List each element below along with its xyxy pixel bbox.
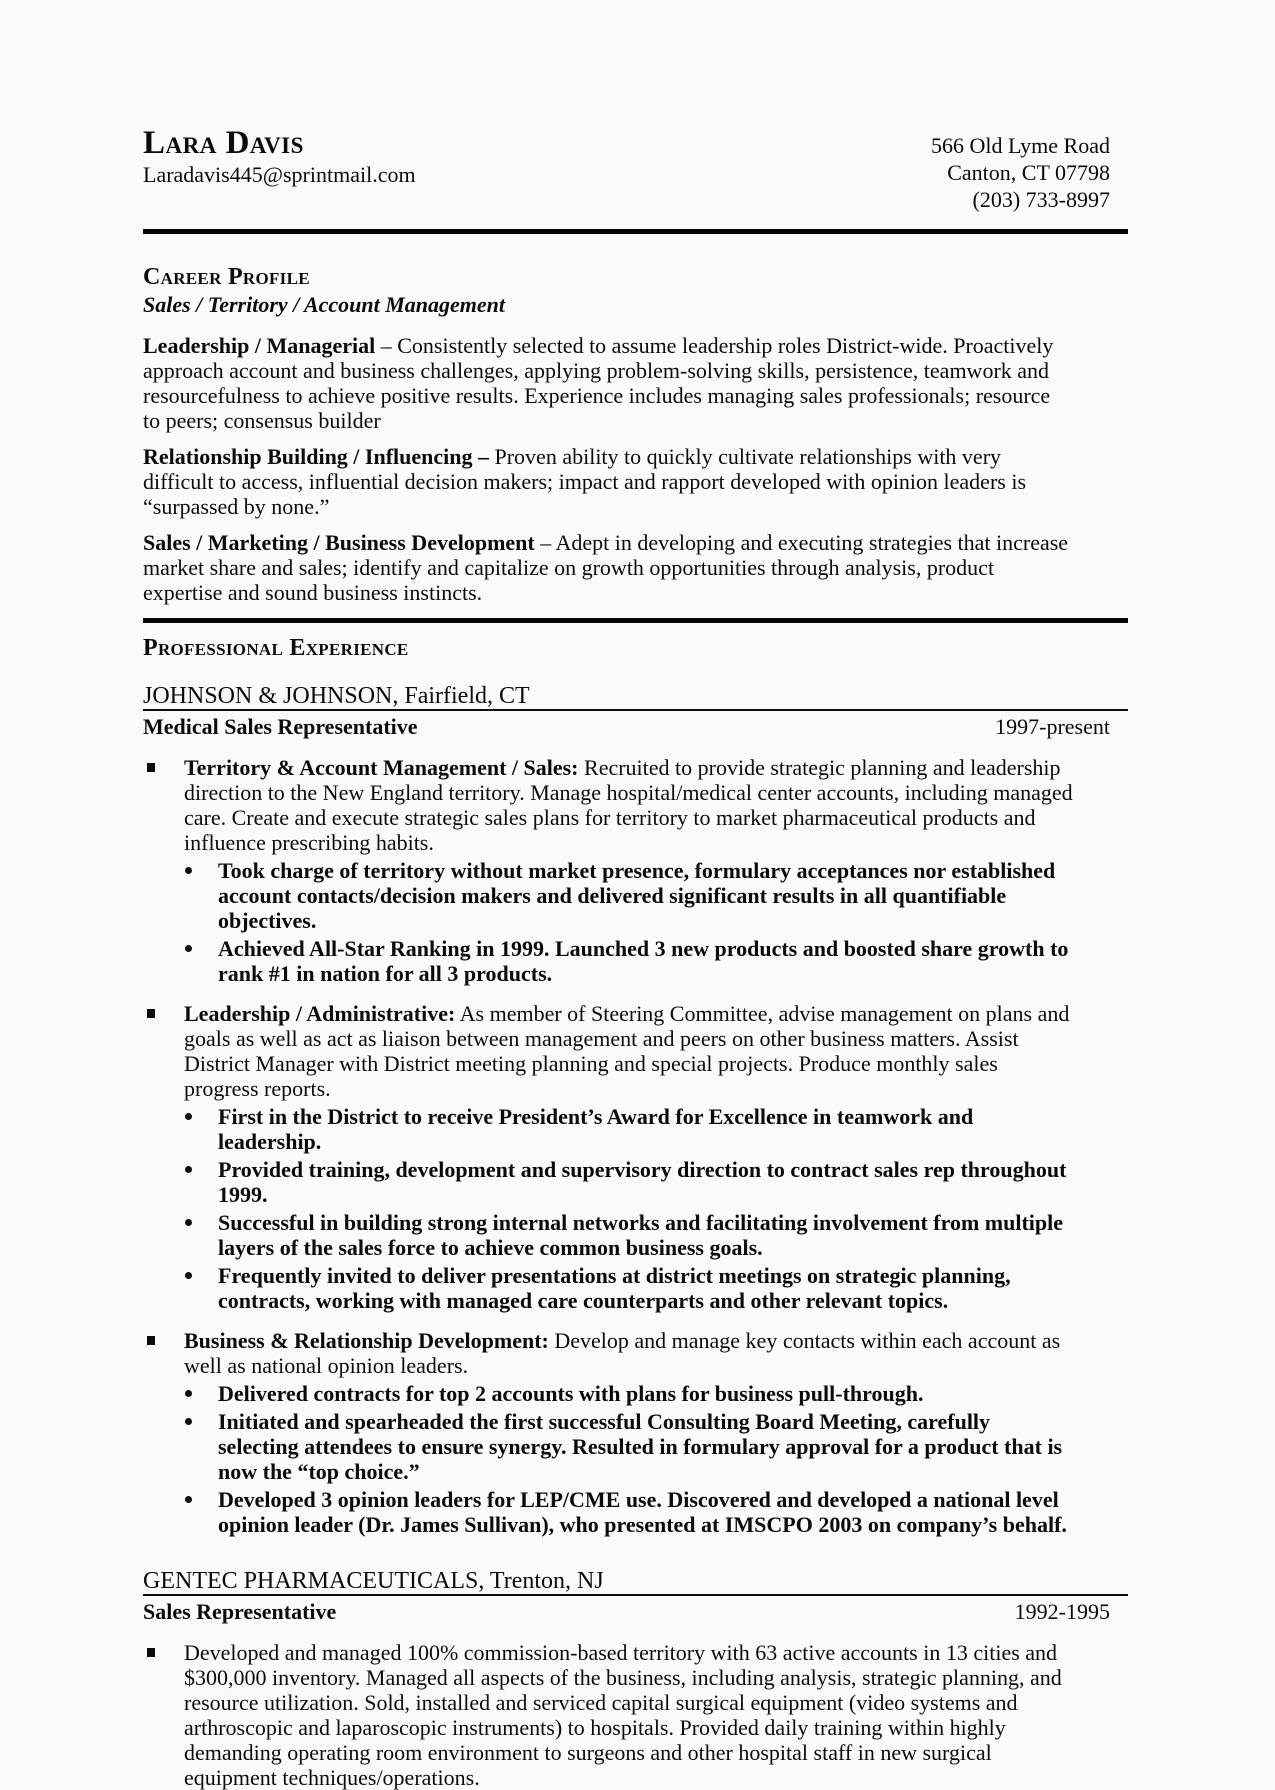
square-bullet-icon (147, 1009, 155, 1018)
header-divider (143, 229, 1128, 234)
dot-bullet-icon (185, 1113, 192, 1120)
sub-bullet-item (185, 1381, 1128, 1406)
address-line: 566 Old Lyme Road (930, 133, 1110, 158)
profile-paragraph-lead: Leadership / Managerial (143, 333, 376, 358)
sub-bullet-item (185, 1104, 1128, 1154)
bullet-lead: Territory & Account Management / Sales: (184, 755, 579, 780)
sub-bullet-item (185, 1409, 1128, 1484)
company-line: JOHNSON & JOHNSON, Fairfield, CT (143, 684, 1128, 711)
bullet-item (143, 1328, 1128, 1378)
company-line: GENTEC PHARMACEUTICALS, Trenton, NJ (143, 1569, 1128, 1596)
dot-bullet-icon (185, 867, 192, 874)
profile-paragraph-lead: Relationship Building / Influencing – (143, 444, 489, 469)
profile-paragraph: Sales / Marketing / Business Development – Adept in developing and executing strategies that increase market share and sales; identify and capitalize on growth opportunities through analysis, product expertise and sound business instincts. (143, 530, 1069, 605)
job-title-row (143, 713, 1128, 740)
job-entry (143, 1569, 1128, 1790)
jobs-list (143, 684, 1128, 1790)
candidate-name: Lara Davis (143, 125, 304, 161)
bullet-text: Leadership / Administrative: As member of Steering Committee, advise management on plans and goals as well as act as liaison between management and peers on other business matters. Assist District Manager with District meeting planning and special projects. Produce monthly sales progress reports. (184, 1001, 1070, 1101)
profile-paragraph: Leadership / Managerial – Consistently selected to assume leadership roles District-wide. Proactively approach account and business challenges, applying problem-solving skills, persistence, teamwork and resourcefulness to achieve positive results. Experience includes managing sales professionals; resource to peers; consensus builder (143, 333, 1054, 433)
sub-bullet-text: Provided training, development and supervisory direction to contract sales rep throughout 1999. (218, 1157, 1067, 1207)
profile-paragraph-lead: Sales / Marketing / Business Development (143, 530, 535, 555)
candidate-email: Laradavis445@sprintmail.com (143, 162, 416, 187)
dot-bullet-icon (185, 1272, 192, 1279)
career-profile-heading: Career Profile (143, 264, 310, 290)
experience-heading: Professional Experience (143, 635, 409, 661)
job-dates: 1997-present (995, 714, 1110, 739)
bullet-lead: Leadership / Administrative: (184, 1001, 456, 1026)
dot-bullet-icon (185, 1166, 192, 1173)
bullet-item (143, 1001, 1128, 1101)
bullet-item (143, 755, 1128, 855)
sub-bullet-item (185, 1210, 1128, 1260)
square-bullet-icon (147, 1336, 155, 1345)
sub-bullet-item (185, 936, 1128, 986)
career-profile-paragraphs (143, 333, 1128, 605)
dot-bullet-icon (185, 1418, 192, 1425)
sub-bullet-text: Achieved All-Star Ranking in 1999. Launched 3 new products and boosted share growth to rank #1 in nation for all 3 products. (218, 936, 1069, 986)
bullet-lead: Business & Relationship Development: (184, 1328, 549, 1353)
sub-bullet-text: Initiated and spearheaded the first successful Consulting Board Meeting, carefully selecting attendees to ensure synergy. Resulted in formulary approval for a product that is now the “top choice.” (218, 1409, 1063, 1484)
sub-bullet-item (185, 858, 1128, 933)
header-identity (143, 125, 416, 213)
bullet-text: Developed and managed 100% commission-based territory with 63 active accounts in 13 cities and $300,000 inventory. Managed all aspects of the business, including analysis, strategic planning, and resource utilization. Sold, installed and serviced capital surgical equipment (video systems and arthroscopic and laparoscopic instruments) to hospitals. Provided daily training within highly demanding operating room environment to surgeons and other hospital staff in new surgical equipment techniques/operations. (184, 1640, 1062, 1790)
square-bullet-icon (147, 1648, 155, 1657)
bullet-text: Business & Relationship Development: Develop and manage key contacts within each account as well as national opinion leaders. (184, 1328, 1061, 1378)
profile-paragraph: Relationship Building / Influencing – Proven ability to quickly cultivate relationships with very difficult to access, influential decision makers; impact and rapport developed with opinion leaders is “surpassed by none.” (143, 444, 1027, 519)
sub-bullet-text: Frequently invited to deliver presentations at district meetings on strategic planning, contracts, working with managed care counterparts and other relevant topics. (218, 1263, 1011, 1313)
career-profile-section (143, 264, 1128, 605)
address-line: (203) 733-8997 (972, 187, 1110, 212)
dot-bullet-icon (185, 1496, 192, 1503)
address-block (931, 125, 1128, 213)
job-title-row (143, 1598, 1128, 1625)
bullet-item (143, 1640, 1128, 1790)
sub-bullet-text: First in the District to receive President’s Award for Excellence in teamwork and leadership. (218, 1104, 974, 1154)
sub-bullet-item (185, 1487, 1128, 1537)
job-title: Sales Representative (143, 1599, 337, 1624)
sub-bullet-text: Successful in building strong internal networks and facilitating involvement from multiple layers of the sales force to achieve common business goals. (218, 1210, 1064, 1260)
career-profile-subtitle: Sales / Territory / Account Management (143, 292, 506, 317)
dot-bullet-icon (185, 1219, 192, 1226)
dot-bullet-icon (185, 1390, 192, 1397)
sub-bullet-text: Developed 3 opinion leaders for LEP/CME use. Discovered and developed a national level opinion leader (Dr. James Sullivan), who presented at IMSCPO 2003 on company’s behalf. (218, 1487, 1067, 1537)
section-divider (143, 618, 1128, 623)
job-entry (143, 684, 1128, 1537)
address-line: Canton, CT 07798 (947, 160, 1110, 185)
job-title: Medical Sales Representative (143, 714, 418, 739)
sub-bullet-text: Took charge of territory without market presence, formulary acceptances nor established account contacts/decision makers and delivered significant results in all quantifiable objectives. (218, 858, 1056, 933)
dot-bullet-icon (185, 945, 192, 952)
sub-bullet-item (185, 1263, 1128, 1313)
job-dates: 1992-1995 (1014, 1599, 1110, 1624)
resume-header (143, 125, 1128, 213)
sub-bullet-item (185, 1157, 1128, 1207)
sub-bullet-text: Delivered contracts for top 2 accounts with plans for business pull-through. (218, 1381, 924, 1406)
square-bullet-icon (147, 763, 155, 772)
bullet-text: Territory & Account Management / Sales: Recruited to provide strategic planning and leadership direction to the New England territory. Manage hospital/medical center accounts, including managed care. Create and execute strategic sales plans for territory to market pharmaceutical products and influence prescribing habits. (184, 755, 1073, 855)
